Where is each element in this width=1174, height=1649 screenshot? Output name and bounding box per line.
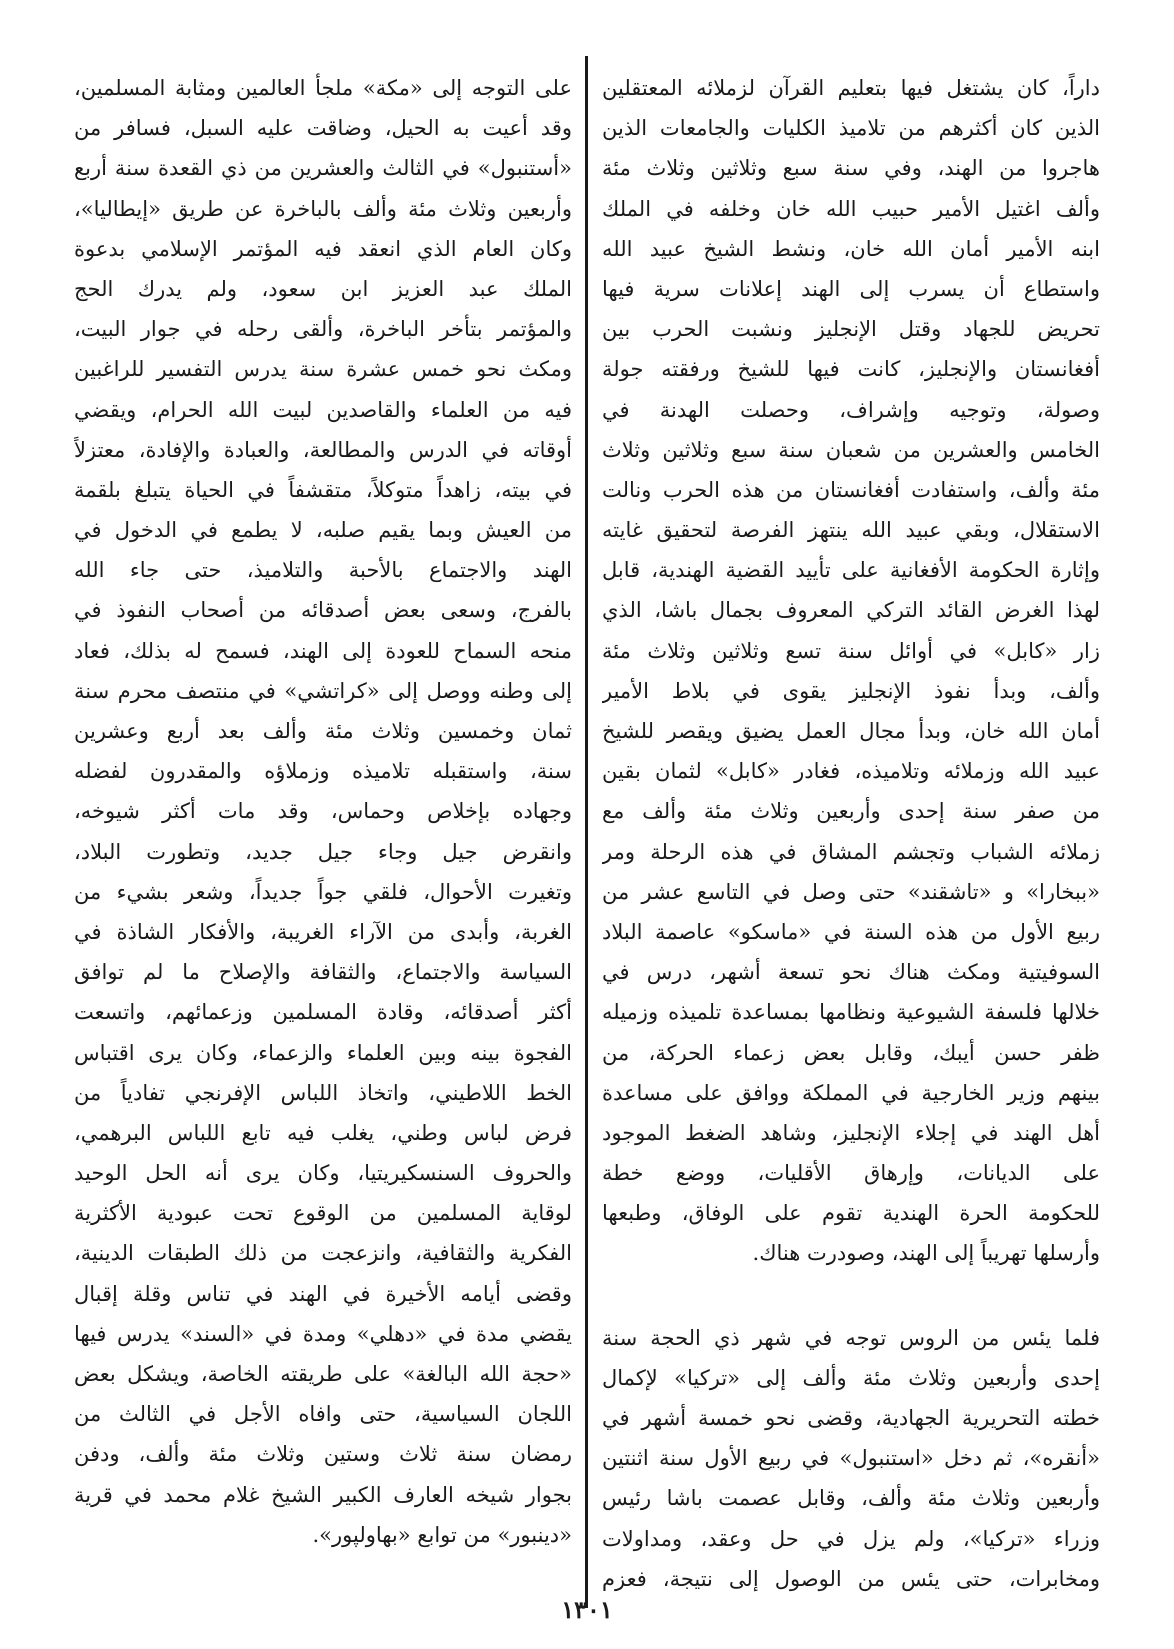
- text-line: الاستقلال، وبقي عبيد الله ينتهز الفرصة لتحقيق غايته: [602, 518, 1100, 543]
- text-line: «دينبور» من توابع «بهاولپور».: [312, 1522, 572, 1547]
- text-line: أفغانستان والإنجليز، كانت فيها للشيخ ورفقته جولة: [602, 357, 1100, 382]
- column-divider: [585, 56, 588, 1608]
- text-line: السوفيتية ومكث هناك نحو تسعة أشهر، درس في: [602, 960, 1100, 985]
- text-line: رمضان سنة ثلاث وستين وثلاث مئة وألف، ودفن: [74, 1442, 572, 1467]
- text-line: فرض لباس وطني، يغلب فيه تابع اللباس البرهمي،: [74, 1120, 572, 1145]
- text-line: وإثارة الحكومة الأفغانية على تأييد القضية الهندية، قابل: [602, 558, 1100, 583]
- text-line: زملائه الشباب وتجشم المشاق في هذه الرحلة ومر: [602, 839, 1100, 864]
- text-line: ومكث نحو خمس عشرة سنة يدرس التفسير للراغبين: [74, 357, 572, 382]
- text-line: ومخابرات، حتى يئس من الوصول إلى نتيجة، فعزم: [602, 1566, 1100, 1591]
- text-line: الفجوة بينه وبين العلماء والزعماء، وكان يرى اقتباس: [74, 1040, 572, 1065]
- text-line: الفكرية والثقافية، وانزعجت من ذلك الطبقات الدينية،: [74, 1241, 572, 1266]
- text-line: بالفرج، وسعى بعض أصدقائه من أصحاب النفوذ في: [74, 598, 572, 623]
- text-line: أكثر أصدقائه، وقادة المسلمين وزعمائهم، واتسعت: [74, 1000, 572, 1025]
- text-line: الهند والاجتماع بالأحبة والتلاميذ، حتى جاء الله: [74, 558, 572, 583]
- left-paragraph-1: [74, 68, 572, 1555]
- text-line: فلما يئس من الروس توجه في شهر ذي الحجة سنة: [602, 1325, 1100, 1350]
- text-line: وأربعين وثلاث مئة وألف، وقابل عصمت باشا رئيس: [602, 1486, 1100, 1511]
- text-line: ابنه الأمير أمان الله خان، ونشط الشيخ عبيد الله: [602, 236, 1100, 261]
- paragraph-gap: [602, 1274, 1100, 1318]
- text-line: على التوجه إلى «مكة» ملجأ العالمين ومثابة المسلمين،: [74, 76, 572, 100]
- text-line: ربيع الأول من هذه السنة في «ماسكو» عاصمة البلاد: [602, 919, 1100, 944]
- text-line: لوقاية المسلمين من الوقوع تحت عبودية الأكثرية: [74, 1201, 572, 1226]
- text-line: وألف، وبدأ نفوذ الإنجليز يقوى في بلاط الأمير: [602, 678, 1100, 703]
- page-number: ١٣٠١: [561, 1595, 613, 1624]
- text-line: «ببخارا» و «تاشقند» حتى وصل في التاسع عشر من: [602, 879, 1100, 904]
- text-line: بجوار شيخه العارف الكبير الشيخ غلام محمد في قرية: [74, 1482, 572, 1507]
- text-line: خطته التحريرية الجهادية، وقضى نحو خمسة أشهر في: [602, 1406, 1100, 1430]
- text-line: لهذا الغرض القائد التركي المعروف بجمال باشا، الذي: [602, 598, 1100, 623]
- text-line: داراً، كان يشتغل فيها بتعليم القرآن لزملائه المعتقلين: [602, 76, 1100, 100]
- text-line: واستطاع أن يسرب إلى الهند إعلانات سرية فيها: [602, 276, 1100, 301]
- text-line: وصولة، وتوجيه وإشراف، وحصلت الهدنة في: [602, 397, 1100, 422]
- text-line: «أستنبول» في الثالث والعشرين من ذي القعدة سنة أربع: [74, 156, 572, 181]
- text-line: أمان الله خان، وبدأ مجال العمل يضيق ويقصر للشيخ: [602, 719, 1100, 743]
- text-line: وزراء «تركيا»، ولم يزل في حل وعقد، ومداولات: [602, 1526, 1100, 1551]
- text-line: وجهاده بإخلاص وحماس، وقد مات أكثر شيوخه،: [74, 799, 572, 824]
- text-line: منحه السماح للعودة إلى الهند، فسمح له بذلك، فعاد: [74, 638, 572, 663]
- text-line: «حجة الله البالغة» على طريقته الخاصة، ويشكل بعض: [74, 1362, 572, 1386]
- text-line: إلى وطنه ووصل إلى «كراتشي» في منتصف محرم سنة: [74, 678, 572, 703]
- text-line: «أنقره»، ثم دخل «استنبول» في ربيع الأول سنة اثنتين: [602, 1446, 1100, 1471]
- left-column: [74, 68, 572, 1555]
- text-line: الذين كان أكثرهم من تلاميذ الكليات والجامعات الذين: [602, 116, 1100, 141]
- text-line: أوقاته في الدرس والمطالعة، والعبادة والإفادة، معتزلاً: [74, 437, 572, 462]
- text-line: فيه من العلماء والقاصدين لبيت الله الحرام، ويقضي: [74, 397, 572, 422]
- text-line: اللجان السياسية، حتى وافاه الأجل في الثالث من: [74, 1402, 572, 1427]
- text-line: وقد أعيت به الحيل، وضاقت عليه السبل، فسافر من: [74, 116, 572, 141]
- text-line: والمؤتمر بتأخر الباخرة، وألقى رحله في جوار البيت،: [74, 317, 572, 342]
- text-line: زار «كابل» في أوائل سنة تسع وثلاثين وثلاث مئة: [602, 638, 1100, 663]
- text-line: الخط اللاطيني، واتخاذ اللباس الإفرنجي تفادياً من: [74, 1080, 572, 1105]
- text-line: سنة، واستقبله تلاميذه وزملاؤه والمقدرون لفضله: [74, 759, 572, 784]
- text-line: وانقرض جيل وجاء جيل جديد، وتطورت البلاد،: [74, 839, 572, 864]
- text-line: من صفر سنة إحدى وأربعين وثلاث مئة وألف مع: [602, 799, 1100, 824]
- text-line: الخامس والعشرين من شعبان سنة سبع وثلاثين وثلاث: [602, 437, 1100, 462]
- text-line: مئة وألف، واستفادت أفغانستان من هذه الحرب ونالت: [602, 477, 1100, 502]
- text-line: إحدى وأربعين وثلاث مئة وألف إلى «تركيا» لإكمال: [602, 1365, 1100, 1390]
- text-line: خلالها فلسفة الشيوعية ونظامها بمساعدة تلميذه وزميله: [602, 1000, 1100, 1025]
- text-line: الغربة، وأبدى من الآراء الغريبة، والأفكار الشاذة في: [74, 919, 572, 944]
- text-line: على الديانات، وإرهاق الأقليات، ووضع خطة: [602, 1161, 1100, 1186]
- text-line: أهل الهند في إجلاء الإنجليز، وشاهد الضغط الموجود: [602, 1120, 1100, 1145]
- text-line: للحكومة الحرة الهندية تقوم على الوفاق، وطبعها: [602, 1201, 1100, 1226]
- text-line: وألف اغتيل الأمير حبيب الله خان وخلفه في الملك: [602, 196, 1100, 221]
- text-line: السياسة والاجتماع، والثقافة والإصلاح ما لم توافق: [74, 960, 572, 985]
- text-line: وتغيرت الأحوال، فلقي جواً جديداً، وشعر بشيء من: [74, 879, 572, 904]
- text-line: بينهم وزير الخارجية في المملكة ووافق على مساعدة: [602, 1080, 1100, 1105]
- text-line: ثمان وخمسين وثلاث مئة وألف بعد أربع وعشرين: [74, 719, 572, 743]
- text-line: هاجروا من الهند، وفي سنة سبع وثلاثين وثلاث مئة: [602, 156, 1100, 181]
- text-line: وقضى أيامه الأخيرة في الهند في تناس وقلة إقبال: [74, 1281, 572, 1306]
- text-line: ظفر حسن أيبك، وقابل بعض زعماء الحركة، من: [602, 1040, 1100, 1065]
- right-paragraph-1: [602, 68, 1100, 1274]
- right-paragraph-2: [602, 1318, 1100, 1599]
- text-line: عبيد الله وزملائه وتلاميذه، فغادر «كابل» لثمان بقين: [602, 759, 1100, 784]
- text-line: من العيش وبما يقيم صلبه، لا يطمع في الدخول في: [74, 518, 572, 543]
- text-line: تحريض للجهاد وقتل الإنجليز ونشبت الحرب بين: [602, 317, 1100, 342]
- text-line: وكان العام الذي انعقد فيه المؤتمر الإسلامي بدعوة: [74, 236, 572, 261]
- text-line: والحروف السنسكيريتيا، وكان يرى أنه الحل الوحيد: [74, 1161, 572, 1186]
- text-line: يقضي مدة في «دهلي» ومدة في «السند» يدرس فيها: [74, 1321, 572, 1346]
- text-line: وأربعين وثلاث مئة وألف بالباخرة عن طريق «إيطاليا»،: [74, 196, 572, 221]
- right-column: [602, 68, 1100, 1599]
- text-line: وأرسلها تهريباً إلى الهند، وصودرت هناك.: [752, 1241, 1100, 1266]
- text-line: الملك عبد العزيز ابن سعود، ولم يدرك الحج: [74, 276, 572, 301]
- text-line: في بيته، زاهداً متوكلاً، متقشفاً في الحياة يتبلغ بلقمة: [74, 477, 572, 502]
